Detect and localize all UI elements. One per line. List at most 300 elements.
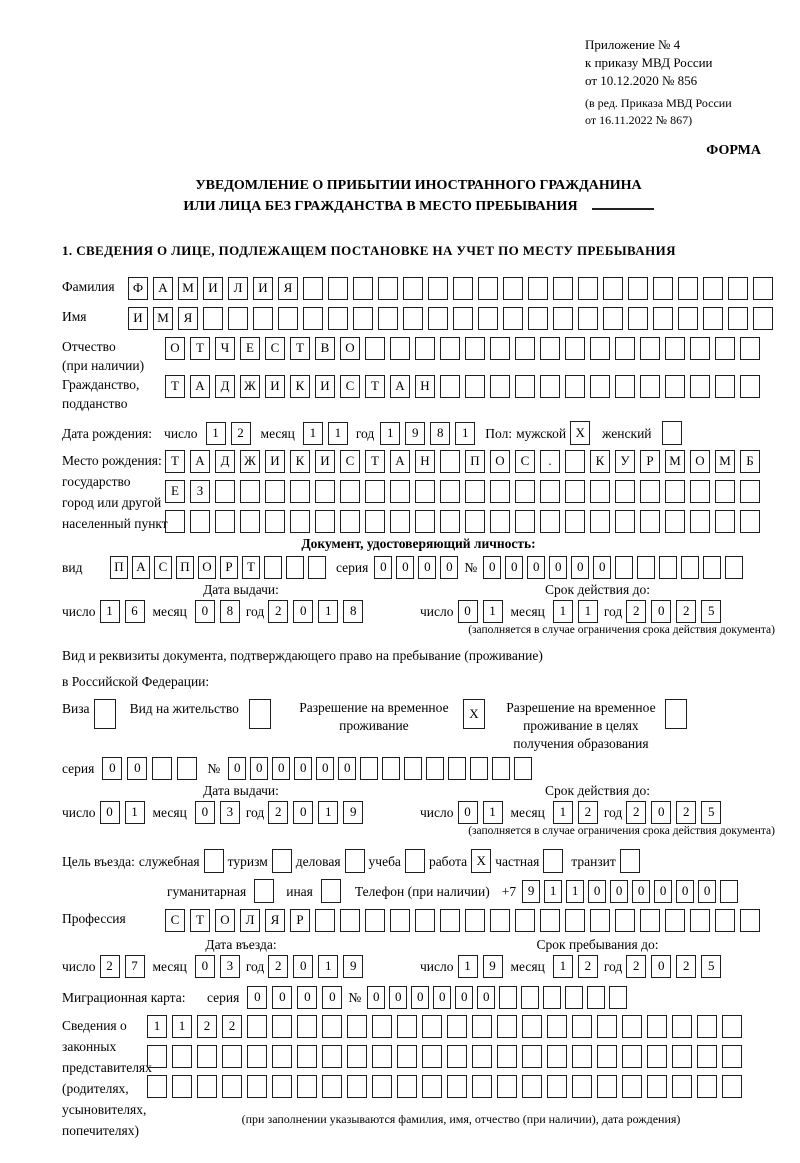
char-cell[interactable]: 0 (571, 556, 589, 579)
char-cell[interactable] (272, 1075, 292, 1098)
char-cell[interactable]: 0 (651, 600, 671, 623)
char-cell[interactable] (565, 480, 585, 503)
char-cell[interactable] (397, 1045, 417, 1068)
char-cell[interactable]: А (153, 277, 173, 300)
char-cell[interactable]: Т (290, 337, 310, 360)
char-cell[interactable]: П (110, 556, 128, 579)
char-cell[interactable] (647, 1045, 667, 1068)
char-cell[interactable]: 0 (374, 556, 392, 579)
char-cell[interactable] (722, 1045, 742, 1068)
char-cell[interactable] (447, 1045, 467, 1068)
char-cell[interactable] (515, 480, 535, 503)
char-cell[interactable] (665, 510, 685, 533)
char-cell[interactable]: Л (228, 277, 248, 300)
char-cell[interactable] (465, 480, 485, 503)
char-cell[interactable] (522, 1075, 542, 1098)
char-cell[interactable] (609, 986, 627, 1009)
char-cell[interactable]: Ч (215, 337, 235, 360)
char-cell[interactable]: У (615, 450, 635, 473)
char-cell[interactable] (353, 307, 373, 330)
char-cell[interactable]: И (315, 450, 335, 473)
char-cell[interactable] (340, 909, 360, 932)
char-cell[interactable] (440, 510, 460, 533)
char-cell[interactable]: 2 (197, 1015, 217, 1038)
char-cell[interactable] (378, 307, 398, 330)
char-cell[interactable]: 0 (195, 801, 215, 824)
char-cell[interactable] (740, 480, 760, 503)
char-cell[interactable]: 2 (268, 801, 288, 824)
char-cell[interactable]: М (153, 307, 173, 330)
char-cell[interactable] (272, 1015, 292, 1038)
char-cell[interactable] (472, 1015, 492, 1038)
char-cell[interactable] (681, 556, 699, 579)
char-cell[interactable] (653, 307, 673, 330)
char-cell[interactable] (347, 1015, 367, 1038)
char-cell[interactable] (190, 510, 210, 533)
char-cell[interactable]: 1 (100, 600, 120, 623)
char-cell[interactable]: 1 (483, 600, 503, 623)
char-cell[interactable]: 0 (338, 757, 356, 780)
char-cell[interactable]: 0 (505, 556, 523, 579)
char-cell[interactable] (315, 909, 335, 932)
char-cell[interactable] (640, 510, 660, 533)
char-cell[interactable]: Е (240, 337, 260, 360)
official-checkbox[interactable] (204, 849, 224, 873)
char-cell[interactable]: С (515, 450, 535, 473)
char-cell[interactable] (422, 1015, 442, 1038)
char-cell[interactable]: З (190, 480, 210, 503)
char-cell[interactable] (215, 480, 235, 503)
char-cell[interactable] (308, 556, 326, 579)
char-cell[interactable] (515, 909, 535, 932)
char-cell[interactable]: 9 (483, 955, 503, 978)
char-cell[interactable]: 2 (676, 801, 696, 824)
char-cell[interactable] (715, 480, 735, 503)
char-cell[interactable] (490, 510, 510, 533)
char-cell[interactable]: 0 (651, 955, 671, 978)
char-cell[interactable] (203, 307, 223, 330)
char-cell[interactable]: 0 (477, 986, 495, 1009)
char-cell[interactable]: О (490, 450, 510, 473)
char-cell[interactable]: Р (220, 556, 238, 579)
char-cell[interactable]: 0 (247, 986, 267, 1009)
char-cell[interactable] (678, 307, 698, 330)
char-cell[interactable] (490, 375, 510, 398)
char-cell[interactable] (722, 1015, 742, 1038)
char-cell[interactable] (540, 909, 560, 932)
char-cell[interactable]: 5 (701, 955, 721, 978)
char-cell[interactable] (590, 510, 610, 533)
char-cell[interactable] (404, 757, 422, 780)
char-cell[interactable] (247, 1015, 267, 1038)
char-cell[interactable]: 0 (411, 986, 429, 1009)
char-cell[interactable]: И (128, 307, 148, 330)
char-cell[interactable] (290, 480, 310, 503)
char-cell[interactable]: 8 (220, 600, 240, 623)
char-cell[interactable] (740, 909, 760, 932)
char-cell[interactable] (572, 1045, 592, 1068)
char-cell[interactable] (322, 1075, 342, 1098)
char-cell[interactable] (728, 307, 748, 330)
char-cell[interactable]: 0 (433, 986, 451, 1009)
char-cell[interactable]: 2 (222, 1015, 242, 1038)
char-cell[interactable] (472, 1045, 492, 1068)
char-cell[interactable]: Д (215, 375, 235, 398)
char-cell[interactable]: 2 (268, 600, 288, 623)
female-checkbox[interactable] (662, 421, 682, 445)
char-cell[interactable] (253, 307, 273, 330)
char-cell[interactable] (453, 277, 473, 300)
char-cell[interactable] (165, 510, 185, 533)
char-cell[interactable]: 0 (100, 801, 120, 824)
char-cell[interactable]: 0 (593, 556, 611, 579)
char-cell[interactable]: 0 (228, 757, 246, 780)
char-cell[interactable] (328, 307, 348, 330)
char-cell[interactable] (728, 277, 748, 300)
char-cell[interactable]: 8 (430, 422, 450, 445)
char-cell[interactable] (565, 510, 585, 533)
char-cell[interactable]: В (315, 337, 335, 360)
char-cell[interactable]: О (215, 909, 235, 932)
char-cell[interactable] (565, 909, 585, 932)
char-cell[interactable]: 0 (651, 801, 671, 824)
char-cell[interactable]: Т (190, 909, 210, 932)
char-cell[interactable] (690, 337, 710, 360)
char-cell[interactable] (528, 277, 548, 300)
char-cell[interactable] (440, 480, 460, 503)
char-cell[interactable] (540, 375, 560, 398)
char-cell[interactable]: А (390, 450, 410, 473)
char-cell[interactable] (540, 337, 560, 360)
tourism-checkbox[interactable] (272, 849, 292, 873)
char-cell[interactable] (715, 375, 735, 398)
char-cell[interactable] (365, 909, 385, 932)
humanitarian-checkbox[interactable] (254, 879, 274, 903)
char-cell[interactable] (378, 277, 398, 300)
char-cell[interactable] (340, 480, 360, 503)
char-cell[interactable]: 9 (522, 880, 540, 903)
char-cell[interactable] (665, 480, 685, 503)
char-cell[interactable] (715, 337, 735, 360)
residence-permit-checkbox[interactable] (249, 699, 271, 729)
char-cell[interactable] (615, 909, 635, 932)
char-cell[interactable] (597, 1015, 617, 1038)
char-cell[interactable] (672, 1075, 692, 1098)
char-cell[interactable] (497, 1045, 517, 1068)
char-cell[interactable]: 2 (626, 955, 646, 978)
char-cell[interactable]: Т (165, 375, 185, 398)
char-cell[interactable] (647, 1015, 667, 1038)
char-cell[interactable] (653, 277, 673, 300)
temp-residence-checkbox[interactable]: X (463, 699, 485, 729)
char-cell[interactable]: А (132, 556, 150, 579)
char-cell[interactable]: 0 (549, 556, 567, 579)
char-cell[interactable]: 1 (206, 422, 226, 445)
char-cell[interactable] (422, 1045, 442, 1068)
char-cell[interactable] (515, 337, 535, 360)
char-cell[interactable]: К (290, 450, 310, 473)
char-cell[interactable]: 1 (147, 1015, 167, 1038)
char-cell[interactable]: 5 (701, 801, 721, 824)
char-cell[interactable]: О (198, 556, 216, 579)
char-cell[interactable]: И (203, 277, 223, 300)
char-cell[interactable]: О (690, 450, 710, 473)
char-cell[interactable]: 7 (125, 955, 145, 978)
char-cell[interactable] (303, 307, 323, 330)
char-cell[interactable] (640, 375, 660, 398)
char-cell[interactable] (315, 480, 335, 503)
char-cell[interactable] (540, 480, 560, 503)
char-cell[interactable] (703, 277, 723, 300)
char-cell[interactable] (152, 757, 172, 780)
char-cell[interactable]: 0 (455, 986, 473, 1009)
char-cell[interactable] (628, 277, 648, 300)
char-cell[interactable]: С (340, 450, 360, 473)
char-cell[interactable] (322, 1045, 342, 1068)
char-cell[interactable] (426, 757, 444, 780)
char-cell[interactable]: Е (165, 480, 185, 503)
char-cell[interactable]: Р (640, 450, 660, 473)
char-cell[interactable] (540, 510, 560, 533)
char-cell[interactable] (690, 510, 710, 533)
char-cell[interactable] (672, 1015, 692, 1038)
char-cell[interactable] (499, 986, 517, 1009)
char-cell[interactable] (490, 480, 510, 503)
char-cell[interactable] (637, 556, 655, 579)
char-cell[interactable]: 0 (297, 986, 317, 1009)
char-cell[interactable] (197, 1045, 217, 1068)
char-cell[interactable] (615, 556, 633, 579)
char-cell[interactable] (428, 307, 448, 330)
char-cell[interactable] (753, 307, 773, 330)
char-cell[interactable]: 1 (455, 422, 475, 445)
char-cell[interactable]: Л (240, 909, 260, 932)
other-purpose-checkbox[interactable] (321, 879, 341, 903)
char-cell[interactable] (514, 757, 532, 780)
char-cell[interactable] (340, 510, 360, 533)
char-cell[interactable] (390, 510, 410, 533)
char-cell[interactable]: 2 (676, 600, 696, 623)
char-cell[interactable]: 3 (220, 955, 240, 978)
char-cell[interactable] (365, 337, 385, 360)
char-cell[interactable] (720, 880, 738, 903)
char-cell[interactable] (547, 1015, 567, 1038)
char-cell[interactable]: И (265, 450, 285, 473)
char-cell[interactable]: И (253, 277, 273, 300)
char-cell[interactable] (415, 510, 435, 533)
char-cell[interactable]: С (165, 909, 185, 932)
char-cell[interactable]: 0 (654, 880, 672, 903)
char-cell[interactable] (565, 375, 585, 398)
char-cell[interactable] (640, 909, 660, 932)
char-cell[interactable] (647, 1075, 667, 1098)
char-cell[interactable] (522, 1015, 542, 1038)
char-cell[interactable]: 0 (250, 757, 268, 780)
business-checkbox[interactable] (345, 849, 365, 873)
char-cell[interactable] (497, 1015, 517, 1038)
char-cell[interactable] (543, 986, 561, 1009)
char-cell[interactable] (497, 1075, 517, 1098)
char-cell[interactable] (740, 375, 760, 398)
transit-checkbox[interactable] (620, 849, 640, 873)
char-cell[interactable] (697, 1075, 717, 1098)
temp-residence-edu-checkbox[interactable] (665, 699, 687, 729)
char-cell[interactable]: 0 (632, 880, 650, 903)
char-cell[interactable]: 0 (294, 757, 312, 780)
char-cell[interactable]: 0 (458, 801, 478, 824)
char-cell[interactable]: 1 (553, 600, 573, 623)
char-cell[interactable] (703, 307, 723, 330)
char-cell[interactable] (521, 986, 539, 1009)
char-cell[interactable]: 9 (343, 801, 363, 824)
char-cell[interactable] (715, 510, 735, 533)
char-cell[interactable]: М (665, 450, 685, 473)
char-cell[interactable] (697, 1015, 717, 1038)
char-cell[interactable]: 1 (553, 955, 573, 978)
char-cell[interactable]: Н (415, 450, 435, 473)
char-cell[interactable] (440, 337, 460, 360)
char-cell[interactable] (590, 909, 610, 932)
char-cell[interactable] (665, 375, 685, 398)
char-cell[interactable] (597, 1075, 617, 1098)
char-cell[interactable] (465, 375, 485, 398)
char-cell[interactable] (465, 909, 485, 932)
char-cell[interactable] (440, 450, 460, 473)
char-cell[interactable] (572, 1015, 592, 1038)
char-cell[interactable] (503, 307, 523, 330)
char-cell[interactable]: 0 (698, 880, 716, 903)
char-cell[interactable]: И (315, 375, 335, 398)
char-cell[interactable] (665, 337, 685, 360)
char-cell[interactable] (297, 1015, 317, 1038)
char-cell[interactable] (147, 1045, 167, 1068)
char-cell[interactable] (622, 1015, 642, 1038)
char-cell[interactable] (365, 480, 385, 503)
char-cell[interactable]: 0 (367, 986, 385, 1009)
char-cell[interactable]: 9 (405, 422, 425, 445)
char-cell[interactable] (403, 307, 423, 330)
char-cell[interactable] (740, 337, 760, 360)
char-cell[interactable] (678, 277, 698, 300)
char-cell[interactable]: М (715, 450, 735, 473)
char-cell[interactable] (565, 337, 585, 360)
char-cell[interactable] (272, 1045, 292, 1068)
char-cell[interactable]: 0 (527, 556, 545, 579)
char-cell[interactable]: 2 (626, 801, 646, 824)
char-cell[interactable]: 0 (322, 986, 342, 1009)
char-cell[interactable] (659, 556, 677, 579)
char-cell[interactable] (328, 277, 348, 300)
char-cell[interactable] (382, 757, 400, 780)
char-cell[interactable] (247, 1075, 267, 1098)
char-cell[interactable]: 2 (676, 955, 696, 978)
char-cell[interactable]: 0 (610, 880, 628, 903)
char-cell[interactable] (553, 307, 573, 330)
char-cell[interactable]: С (340, 375, 360, 398)
char-cell[interactable] (640, 480, 660, 503)
char-cell[interactable] (415, 337, 435, 360)
char-cell[interactable]: 0 (195, 955, 215, 978)
char-cell[interactable] (640, 337, 660, 360)
char-cell[interactable] (422, 1075, 442, 1098)
char-cell[interactable]: П (465, 450, 485, 473)
char-cell[interactable] (415, 909, 435, 932)
char-cell[interactable]: 0 (293, 955, 313, 978)
char-cell[interactable]: 0 (272, 757, 290, 780)
char-cell[interactable] (390, 909, 410, 932)
male-checkbox[interactable]: X (570, 421, 590, 445)
char-cell[interactable] (353, 277, 373, 300)
char-cell[interactable]: 0 (272, 986, 292, 1009)
char-cell[interactable]: 2 (100, 955, 120, 978)
char-cell[interactable] (587, 986, 605, 1009)
char-cell[interactable]: М (178, 277, 198, 300)
char-cell[interactable]: 1 (380, 422, 400, 445)
char-cell[interactable] (522, 1045, 542, 1068)
char-cell[interactable]: 1 (318, 955, 338, 978)
char-cell[interactable]: Ф (128, 277, 148, 300)
char-cell[interactable] (472, 1075, 492, 1098)
char-cell[interactable]: 9 (343, 955, 363, 978)
char-cell[interactable] (715, 909, 735, 932)
char-cell[interactable] (578, 277, 598, 300)
char-cell[interactable] (228, 307, 248, 330)
char-cell[interactable] (247, 1045, 267, 1068)
visa-checkbox[interactable] (94, 699, 116, 729)
char-cell[interactable] (515, 510, 535, 533)
char-cell[interactable]: 1 (125, 801, 145, 824)
char-cell[interactable] (177, 757, 197, 780)
char-cell[interactable]: 1 (458, 955, 478, 978)
char-cell[interactable]: С (154, 556, 172, 579)
char-cell[interactable] (297, 1045, 317, 1068)
char-cell[interactable] (390, 337, 410, 360)
char-cell[interactable] (697, 1045, 717, 1068)
char-cell[interactable]: Т (190, 337, 210, 360)
char-cell[interactable] (753, 277, 773, 300)
char-cell[interactable] (490, 337, 510, 360)
char-cell[interactable] (440, 375, 460, 398)
char-cell[interactable]: 6 (125, 600, 145, 623)
char-cell[interactable] (264, 556, 282, 579)
char-cell[interactable] (690, 375, 710, 398)
char-cell[interactable] (622, 1075, 642, 1098)
char-cell[interactable]: Т (365, 450, 385, 473)
char-cell[interactable] (492, 757, 510, 780)
char-cell[interactable] (347, 1045, 367, 1068)
char-cell[interactable] (415, 480, 435, 503)
char-cell[interactable]: 0 (588, 880, 606, 903)
char-cell[interactable] (490, 909, 510, 932)
char-cell[interactable] (265, 510, 285, 533)
char-cell[interactable] (528, 307, 548, 330)
char-cell[interactable] (615, 337, 635, 360)
char-cell[interactable] (725, 556, 743, 579)
char-cell[interactable] (286, 556, 304, 579)
char-cell[interactable] (372, 1015, 392, 1038)
char-cell[interactable] (222, 1045, 242, 1068)
char-cell[interactable] (615, 480, 635, 503)
char-cell[interactable] (265, 480, 285, 503)
char-cell[interactable]: 0 (418, 556, 436, 579)
char-cell[interactable] (578, 307, 598, 330)
char-cell[interactable]: Ж (240, 450, 260, 473)
char-cell[interactable] (615, 510, 635, 533)
char-cell[interactable]: 1 (303, 422, 323, 445)
char-cell[interactable] (597, 1045, 617, 1068)
char-cell[interactable] (622, 1045, 642, 1068)
char-cell[interactable]: А (190, 450, 210, 473)
